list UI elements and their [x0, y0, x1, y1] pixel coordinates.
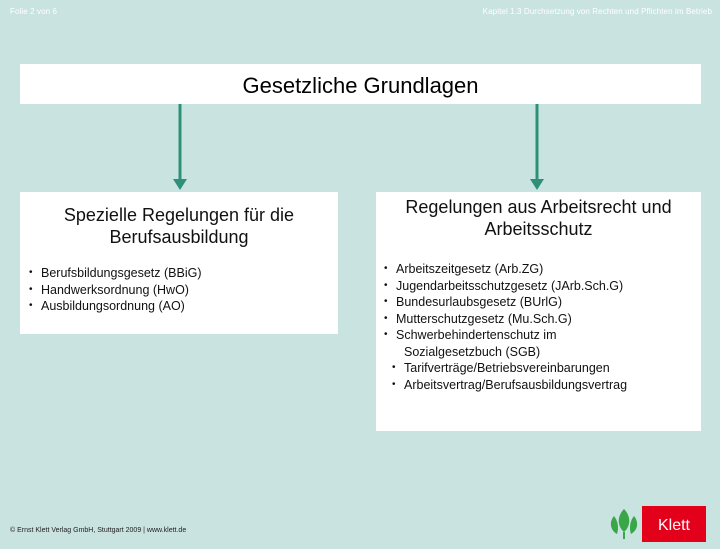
list-item: • Jugendarbeitsschutzgesetz (JArb.Sch.G) — [384, 278, 627, 295]
list-item-continuation: Sozialgesetzbuch (SGB) — [404, 344, 541, 359]
left-box — [20, 192, 338, 334]
klett-logo-text: Klett — [657, 517, 691, 534]
list-item: • Mutterschutzgesetz (Mu.Sch.G) — [384, 311, 627, 328]
title-box — [20, 64, 701, 104]
slide-title: Gesetzliche Grundlagen — [242, 73, 479, 98]
list-item: • Arbeitsvertrag/Berufsausbildungsvertrag — [384, 377, 627, 394]
left-box-list — [29, 265, 202, 315]
page-info: Folie 2 von 6 — [10, 7, 58, 16]
chapter-title: Kapitel 1.3 Durchsetzung von Rechten und Pflichten im Betrieb — [482, 7, 712, 16]
list-item: • Arbeitszeitgesetz (Arb.ZG) — [384, 261, 627, 278]
right-box-list — [384, 261, 627, 393]
list-item: • Bundesurlaubsgesetz (BUrlG) — [384, 294, 627, 311]
list-item: • Handwerksordnung (HwO) — [29, 282, 202, 299]
right-arrow-icon — [530, 104, 544, 190]
left-box-heading: Spezielle Regelungen für die Berufsausbildung — [63, 205, 295, 247]
right-box-heading: Regelungen aus Arbeitsrecht und Arbeitsschutz — [405, 197, 672, 239]
klett-swan-icon — [611, 509, 637, 539]
klett-logo — [604, 504, 708, 544]
list-item: • Ausbildungsordnung (AO) — [29, 298, 202, 315]
list-item: • Tarifverträge/Betriebsvereinbarungen — [384, 360, 627, 377]
copyright-footer: © Ernst Klett Verlag GmbH, Stuttgart 2009 | www.klett.de — [10, 527, 187, 534]
right-box — [376, 192, 701, 431]
list-item: • Schwerbehindertenschutz im — [384, 327, 627, 344]
list-item: • Berufsbildungsgesetz (BBiG) — [29, 265, 202, 282]
left-arrow-icon — [173, 104, 187, 190]
